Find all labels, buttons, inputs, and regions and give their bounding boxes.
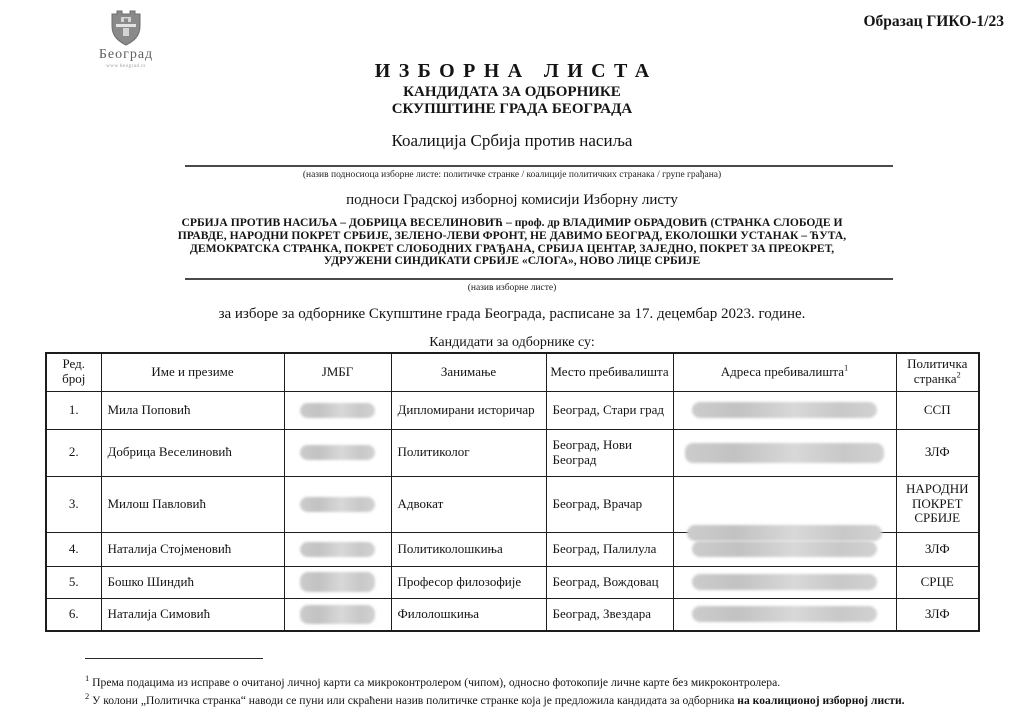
cell-ordinal: 5. [46,566,101,598]
form-code: Образац ГИКО-1/23 [863,13,1004,30]
cell-occupation: Професор филозофије [391,566,546,598]
cell-ordinal: 3. [46,476,101,532]
document-subtitle-1: КАНДИДАТА ЗА ОДБОРНИКЕ [403,83,621,100]
cell-jmbg-redacted [284,566,391,598]
cell-name: Добрица Веселиновић [101,429,284,476]
candidates-intro: Кандидати за одборнике су: [429,335,595,350]
cell-name: Милош Павловић [101,476,284,532]
election-description: за изборе за одборнике Скупштине града Београда, расписане за 17. децембар 2023. године. [218,306,806,322]
header-occupation: Занимање [391,353,546,391]
redaction-blur [300,605,375,624]
table-row [46,598,979,631]
cell-jmbg-redacted [284,391,391,429]
cell-residence: Београд, Звездара [546,598,673,631]
logo-website: www.beograd.rs [106,64,146,69]
redaction-blur [692,402,877,418]
submit-line: подноси Градској изборној комисији Изборну листу [346,192,678,208]
cell-party: ССП [896,391,979,429]
cell-name: Наталија Симовић [101,598,284,631]
cell-jmbg-redacted [284,532,391,566]
footnote-1-text: Према подацима из исправе о очитаној личној карти са микроконтролером (чипом), односно фотокопије личне карте без микроконтролера. [92,675,781,689]
table-row [46,566,979,598]
cell-name: Мила Поповић [101,391,284,429]
belgrade-coat-of-arms-icon [94,10,158,46]
table-row [46,391,979,429]
redaction-blur [687,525,882,541]
footnote-ref-2: 2 [956,369,961,380]
footnote-2 [85,690,985,708]
header-jmbg: ЈМБГ [284,353,391,391]
cell-address-redacted [673,598,896,631]
cell-address-redacted [673,476,896,532]
list-name-underline [185,278,893,280]
cell-ordinal: 2. [46,429,101,476]
redaction-blur [300,542,375,557]
header-ordinal: Ред. број [46,353,101,391]
cell-occupation: Политиколог [391,429,546,476]
redaction-blur [300,445,375,460]
redaction-blur [300,572,375,592]
cell-jmbg-redacted [284,598,391,631]
cell-residence: Београд, Стари град [546,391,673,429]
table-row [46,476,979,532]
electoral-list-name: СРБИЈА ПРОТИВ НАСИЉА – ДОБРИЦА ВЕСЕЛИНОВИЋ – проф. др ВЛАДИМИР ОБРАДОВИЋ (СТРАНКА СЛОБОДЕ И ПРАВДЕ, НАРОДНИ ПОКРЕТ СРБИЈЕ, ЗЕЛЕНО-ЛЕВИ ФРОНТ, НЕ ДАВИМО БЕОГРАД, ЕКОЛОШКИ УСТАНАК – ЋУТА, ДЕМОКРАТСКА СТРАНКА, ПОКРЕТ СЛОБОДНИХ ГРАЂАНА, СРБИЈА ЦЕНТАР, ЗАЈЕДНО, ПОКРЕТ ЗА ПРЕОКРЕТ, УДРУЖЕНИ СИНДИКАТИ СРБИЈЕ «СЛОГА», НОВО ЛИЦЕ СРБИЈЕ [177,216,847,268]
title-block [0,60,1024,119]
cell-address-redacted [673,566,896,598]
footnote-2-text: У колони „Политичка странка“ наводи се пуни или скраћени назив политичке странке која је предложила кандидата за одборника [92,693,738,707]
cell-name: Бошко Шиндић [101,566,284,598]
redaction-blur [692,606,877,622]
cell-party: ЗЛФ [896,429,979,476]
cell-ordinal: 1. [46,391,101,429]
submitter-caption: (назив подносиоца изборне листе: политичке странке / коалиције политичких странака / групе грађана) [302,170,722,180]
cell-occupation: Дипломирани историчар [391,391,546,429]
footnote-2-marker: 2 [85,690,90,701]
cell-jmbg-redacted [284,429,391,476]
redaction-blur [300,403,375,418]
header-name: Име и презиме [101,353,284,391]
header-residence: Место пребивалишта [546,353,673,391]
cell-occupation: Филолошкиња [391,598,546,631]
cell-name: Наталија Стојменовић [101,532,284,566]
cell-residence: Београд, Нови Београд [546,429,673,476]
submitter-underline [185,165,893,167]
cell-party: ЗЛФ [896,598,979,631]
cell-address-redacted [673,429,896,476]
cell-ordinal: 6. [46,598,101,631]
candidates-table [45,352,980,632]
table-header-row [46,353,979,391]
submitter-name: Коалиција Србија против насиља [391,131,633,150]
cell-occupation: Политиколошкиња [391,532,546,566]
cell-residence: Београд, Палилула [546,532,673,566]
redaction-blur [300,497,375,512]
footnote-1-marker: 1 [85,672,90,683]
footnote-1 [85,672,985,690]
cell-ordinal: 4. [46,532,101,566]
header-address: Адреса пребивалишта$^1$ [673,353,896,391]
redaction-blur [692,574,877,590]
cell-party: ЗЛФ [896,532,979,566]
logo-city-name: Београд [98,47,154,62]
footnote-2-text-bold: на коалиционој изборној листи. [737,693,905,707]
cell-jmbg-redacted [284,476,391,532]
list-name-caption: (назив изборне листе) [467,283,557,293]
cell-party: СРЦЕ [896,566,979,598]
cell-occupation: Адвокат [391,476,546,532]
cell-residence: Београд, Вождовац [546,566,673,598]
document-subtitle-2: СКУПШТИНЕ ГРАДА БЕОГРАДА [391,101,633,118]
table-row [46,429,979,476]
cell-address-redacted [673,391,896,429]
footnote-ref-1: 1 [844,362,849,373]
cell-residence: Београд, Врачар [546,476,673,532]
redaction-blur [685,443,885,463]
header-party: Политичка странка$^2$ [896,353,979,391]
footnote-separator [85,658,263,659]
redaction-blur [692,541,877,557]
cell-party: НАРОДНИ ПОКРЕТ СРБИЈЕ [896,476,979,532]
document-title: ИЗБОРНА ЛИСТА [374,60,658,82]
